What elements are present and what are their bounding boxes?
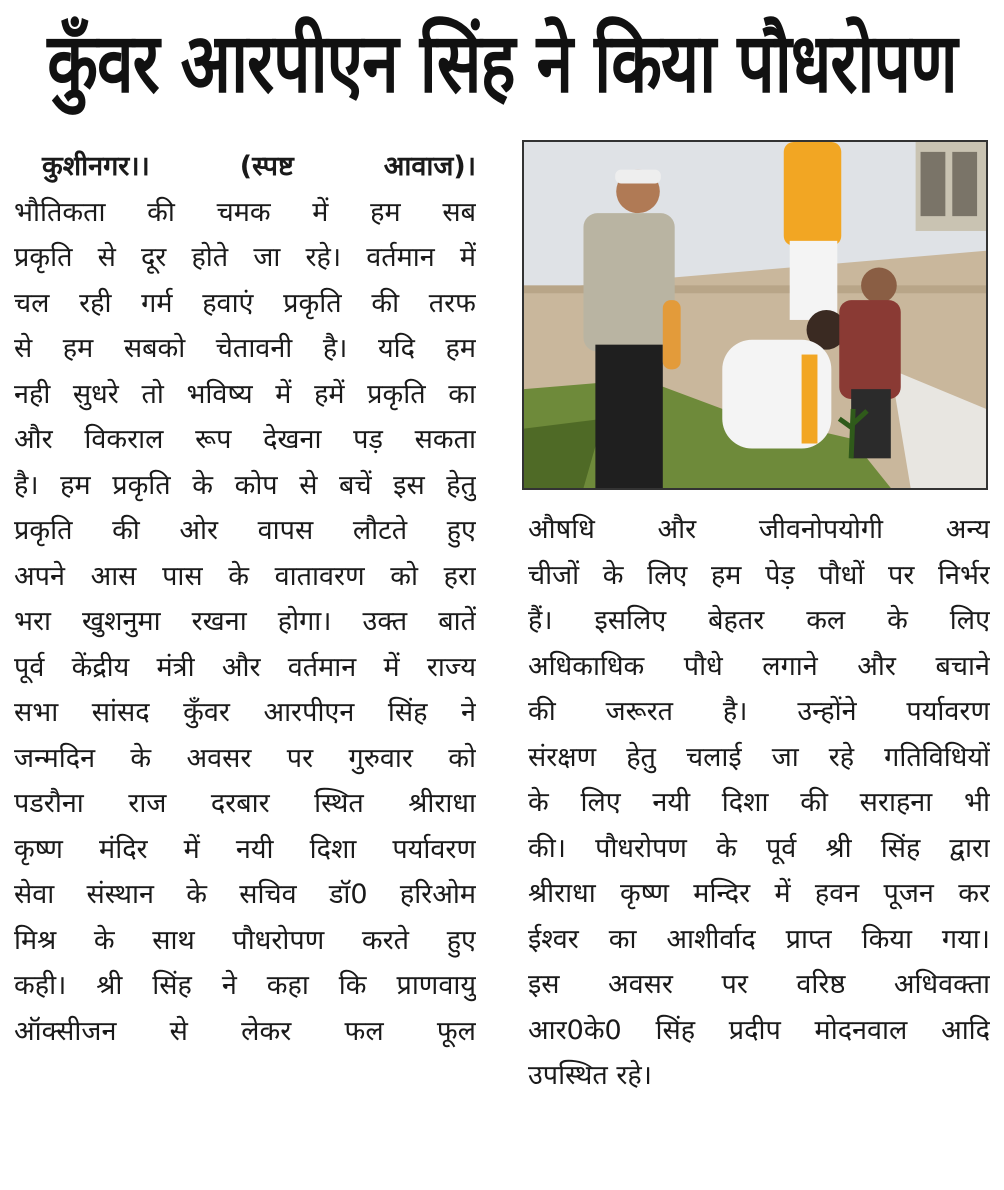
article-line: है। हम प्रकृति के कोप से बचें इस हेतु bbox=[14, 469, 476, 501]
article-line: आर0के0 सिंह प्रदीप मोदनवाल आदि bbox=[528, 1014, 990, 1046]
article-line: हैं। इसलिए बेहतर कल के लिए bbox=[528, 605, 990, 636]
article-line: और विकराल रूप देखना पड़ सकता bbox=[14, 424, 476, 455]
headline: कुँवर आरपीएन सिंह ने किया पौधरोपण bbox=[47, 15, 957, 112]
photo-person-check-head bbox=[861, 268, 897, 304]
article-line: के लिए नयी दिशा की सराहना भी bbox=[528, 787, 990, 818]
article-line: सेवा संस्थान के सचिव डॉ0 हरिओम bbox=[14, 879, 476, 910]
article-line: नही सुधरे तो भविष्य में हमें प्रकृति का bbox=[14, 378, 476, 410]
article-line: चल रही गर्म हवाएं प्रकृति की तरफ bbox=[14, 287, 476, 319]
article-line: मिश्र के साथ पौधरोपण करते हुए bbox=[14, 924, 476, 956]
photo-person-check-shirt bbox=[839, 300, 900, 399]
photo-illustration bbox=[524, 142, 986, 488]
photo-person-elder-trousers bbox=[595, 345, 662, 488]
photo-person-elder-shirt bbox=[583, 213, 674, 351]
article-line: औषधि और जीवनोपयोगी अन्य bbox=[528, 514, 990, 545]
article-line: पडरौना राज दरबार स्थित श्रीराधा bbox=[14, 788, 476, 819]
article-line: कही। श्री सिंह ने कहा कि प्राणवायु bbox=[14, 970, 476, 1001]
article-line: से हम सबको चेतावनी है। यदि हम bbox=[14, 333, 476, 364]
article-line: की जरूरत है। उन्होंने पर्यावरण bbox=[528, 696, 990, 727]
article-line: जन्मदिन के अवसर पर गुरुवार को bbox=[14, 742, 476, 774]
article-line: की। पौधरोपण के पूर्व श्री सिंह द्वारा bbox=[528, 832, 990, 864]
article-line: ऑक्सीजन से लेकर फल फूल bbox=[14, 1015, 476, 1047]
article-line: कृष्ण मंदिर में नयी दिशा पर्यावरण bbox=[14, 833, 476, 865]
news-photo bbox=[522, 140, 988, 490]
dateline: कुशीनगर।। (स्पष्ट आवाज)। bbox=[42, 151, 476, 182]
article-line: पूर्व केंद्रीय मंत्री और वर्तमान में राज्य bbox=[14, 651, 476, 683]
article-line: अपने आस पास के वातावरण को हरा bbox=[14, 560, 476, 592]
article-column-right bbox=[528, 507, 990, 1099]
article-line: अधिकाधिक पौधे लगाने और बचाने bbox=[528, 650, 990, 682]
article-line: उपस्थित रहे। bbox=[528, 1060, 652, 1091]
article-line: प्रकृति से दूर होते जा रहे। वर्तमान में bbox=[14, 242, 476, 273]
article-column-left bbox=[14, 144, 476, 1054]
article-line: संरक्षण हेतु चलाई जा रहे गतिविधियों bbox=[528, 741, 990, 773]
photo-person-saffron bbox=[784, 142, 842, 246]
article-line: चीजों के लिए हम पेड़ पौधों पर निर्भर bbox=[528, 559, 990, 591]
article-line: भरा खुशनुमा रखना होगा। उक्त बातें bbox=[14, 606, 476, 637]
article-line: श्रीराधा कृष्ण मन्दिर में हवन पूजन कर bbox=[528, 878, 990, 909]
article-line: सभा सांसद कुँवर आरपीएन सिंह ने bbox=[14, 697, 476, 728]
article-line: ईश्वर का आशीर्वाद प्राप्त किया गया। bbox=[528, 923, 990, 955]
article-line: भौतिकता की चमक में हम सब bbox=[14, 196, 476, 228]
article-line: प्रकृति की ओर वापस लौटते हुए bbox=[14, 515, 476, 546]
article-line: इस अवसर पर वरिष्ठ अधिवक्ता bbox=[528, 969, 990, 1000]
